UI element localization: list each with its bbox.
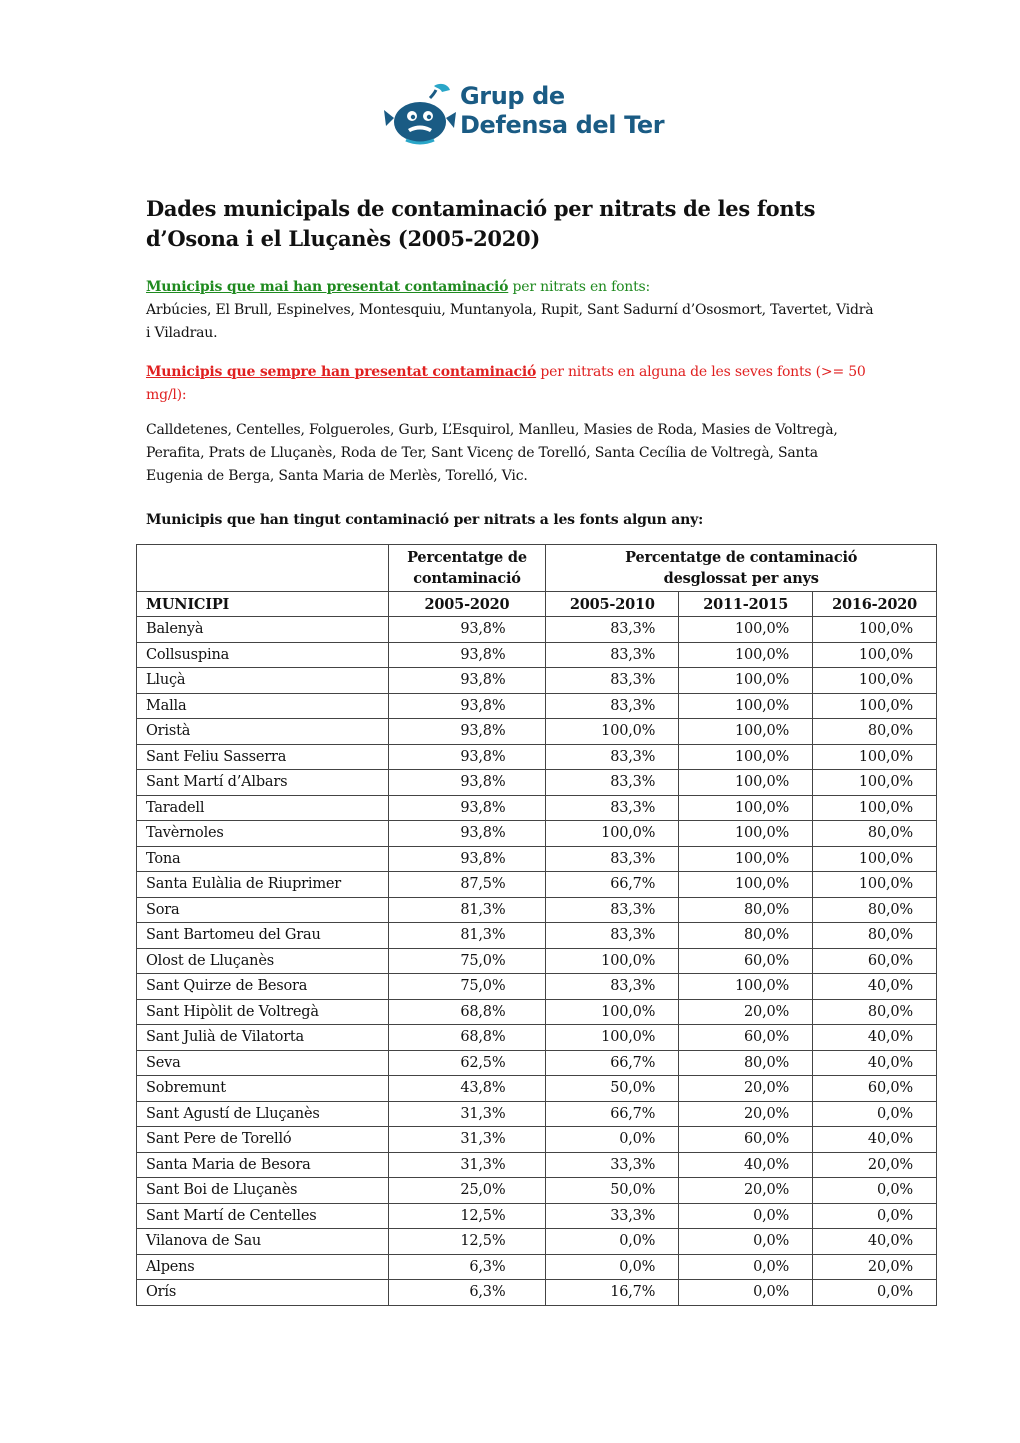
period-2005-2010-cell: 83,3% <box>546 846 679 872</box>
period-2011-2015-cell: 100,0% <box>679 617 813 643</box>
never-contaminated-section <box>146 276 876 345</box>
period-2005-2010-cell: 50,0% <box>546 1076 679 1102</box>
period-2005-2010-cell: 83,3% <box>546 795 679 821</box>
period-2011-2015-cell: 100,0% <box>679 744 813 770</box>
period-2016-2020-cell: 40,0% <box>813 1229 937 1255</box>
municipi-cell: Sora <box>137 897 389 923</box>
total-cell: 81,3% <box>388 923 546 949</box>
header-yearly-breakdown: Percentatge de contaminació desglossat per anys <box>546 545 937 592</box>
table-row <box>137 642 937 668</box>
always-contaminated-list: Calldetenes, Centelles, Folgueroles, Gurb, L’Esquirol, Manlleu, Masies de Roda, Masies de Voltregà, Perafita, Prats de Lluçanès, Roda de Ter, Sant Vicenç de Torelló, Santa Cecília de Voltregà, Santa Eugenia de Berga, Santa Maria de Merlès, Torelló, Vic. <box>146 422 838 484</box>
period-2005-2010-cell: 66,7% <box>546 1101 679 1127</box>
total-cell: 75,0% <box>388 974 546 1000</box>
table-row <box>137 897 937 923</box>
table-row <box>137 1280 937 1306</box>
header-2011-2015: 2011-2015 <box>679 592 813 617</box>
period-2011-2015-cell: 100,0% <box>679 795 813 821</box>
municipi-cell: Balenyà <box>137 617 389 643</box>
period-2016-2020-cell: 20,0% <box>813 1152 937 1178</box>
never-contaminated-list: Arbúcies, El Brull, Espinelves, Montesquiu, Muntanyola, Rupit, Sant Sadurní d’Ososmort, Tavertet, Vidrà i Viladrau. <box>146 302 874 341</box>
period-2011-2015-cell: 0,0% <box>679 1229 813 1255</box>
header-2016-2020: 2016-2020 <box>813 592 937 617</box>
header-2005-2020: 2005-2020 <box>388 592 546 617</box>
period-2005-2010-cell: 83,3% <box>546 923 679 949</box>
fish-mascot-icon <box>384 82 456 148</box>
total-cell: 93,8% <box>388 642 546 668</box>
title-line-1: Dades municipals de contaminació per nitrats de les fonts <box>146 196 816 221</box>
period-2005-2010-cell: 50,0% <box>546 1178 679 1204</box>
total-cell: 68,8% <box>388 999 546 1025</box>
table-row <box>137 1152 937 1178</box>
table-body <box>137 617 937 1306</box>
total-cell: 93,8% <box>388 770 546 796</box>
period-2005-2010-cell: 83,3% <box>546 642 679 668</box>
municipi-cell: Oristà <box>137 719 389 745</box>
period-2016-2020-cell: 40,0% <box>813 1050 937 1076</box>
table-row <box>137 999 937 1025</box>
period-2005-2010-cell: 66,7% <box>546 872 679 898</box>
table-row <box>137 1254 937 1280</box>
period-2011-2015-cell: 100,0% <box>679 770 813 796</box>
table-row <box>137 668 937 694</box>
table-row <box>137 1101 937 1127</box>
total-cell: 68,8% <box>388 1025 546 1051</box>
period-2011-2015-cell: 100,0% <box>679 872 813 898</box>
period-2011-2015-cell: 100,0% <box>679 693 813 719</box>
period-2016-2020-cell: 40,0% <box>813 1127 937 1153</box>
period-2011-2015-cell: 100,0% <box>679 668 813 694</box>
period-2005-2010-cell: 0,0% <box>546 1229 679 1255</box>
total-cell: 93,8% <box>388 668 546 694</box>
total-cell: 31,3% <box>388 1101 546 1127</box>
period-2016-2020-cell: 80,0% <box>813 719 937 745</box>
period-2011-2015-cell: 60,0% <box>679 948 813 974</box>
table-header-row-2 <box>137 592 937 617</box>
period-2011-2015-cell: 40,0% <box>679 1152 813 1178</box>
table-row <box>137 846 937 872</box>
municipi-cell: Sobremunt <box>137 1076 389 1102</box>
period-2005-2010-cell: 100,0% <box>546 999 679 1025</box>
table-row <box>137 1025 937 1051</box>
some-years-heading: Municipis que han tingut contaminació per nitrats a les fonts algun any: <box>146 512 704 528</box>
total-cell: 75,0% <box>388 948 546 974</box>
total-cell: 93,8% <box>388 693 546 719</box>
period-2016-2020-cell: 0,0% <box>813 1280 937 1306</box>
period-2016-2020-cell: 80,0% <box>813 821 937 847</box>
municipi-cell: Sant Martí d’Albars <box>137 770 389 796</box>
period-2011-2015-cell: 100,0% <box>679 719 813 745</box>
period-2005-2010-cell: 16,7% <box>546 1280 679 1306</box>
period-2011-2015-cell: 100,0% <box>679 821 813 847</box>
table-row <box>137 1178 937 1204</box>
header-2005-2010: 2005-2010 <box>546 592 679 617</box>
municipi-cell: Orís <box>137 1280 389 1306</box>
period-2016-2020-cell: 20,0% <box>813 1254 937 1280</box>
period-2016-2020-cell: 100,0% <box>813 872 937 898</box>
total-cell: 93,8% <box>388 719 546 745</box>
period-2005-2010-cell: 100,0% <box>546 719 679 745</box>
table-row <box>137 719 937 745</box>
period-2016-2020-cell: 100,0% <box>813 617 937 643</box>
period-2016-2020-cell: 100,0% <box>813 668 937 694</box>
municipi-cell: Malla <box>137 693 389 719</box>
period-2011-2015-cell: 0,0% <box>679 1254 813 1280</box>
period-2011-2015-cell: 80,0% <box>679 897 813 923</box>
municipi-cell: Sant Bartomeu del Grau <box>137 923 389 949</box>
never-heading-bold: Municipis que mai han presentat contaminació <box>146 279 509 295</box>
period-2005-2010-cell: 83,3% <box>546 744 679 770</box>
table-row <box>137 1229 937 1255</box>
municipi-cell: Sant Boi de Lluçanès <box>137 1178 389 1204</box>
period-2011-2015-cell: 0,0% <box>679 1203 813 1229</box>
table-row <box>137 948 937 974</box>
period-2016-2020-cell: 60,0% <box>813 948 937 974</box>
municipi-cell: Seva <box>137 1050 389 1076</box>
table-header-row-1 <box>137 545 937 592</box>
period-2005-2010-cell: 0,0% <box>546 1127 679 1153</box>
table-row <box>137 1127 937 1153</box>
table-row <box>137 795 937 821</box>
municipi-cell: Olost de Lluçanès <box>137 948 389 974</box>
total-cell: 62,5% <box>388 1050 546 1076</box>
total-cell: 93,8% <box>388 821 546 847</box>
table-row <box>137 974 937 1000</box>
header-total-percentage: Percentatge de contaminació <box>388 545 546 592</box>
total-cell: 93,8% <box>388 744 546 770</box>
logo <box>384 80 684 150</box>
total-cell: 93,8% <box>388 846 546 872</box>
municipi-cell: Taradell <box>137 795 389 821</box>
always-contaminated-heading <box>146 361 866 407</box>
table-row <box>137 1076 937 1102</box>
period-2016-2020-cell: 60,0% <box>813 1076 937 1102</box>
contamination-table <box>136 544 937 1306</box>
period-2011-2015-cell: 20,0% <box>679 1076 813 1102</box>
period-2005-2010-cell: 100,0% <box>546 948 679 974</box>
period-2016-2020-cell: 80,0% <box>813 923 937 949</box>
always-contaminated-section <box>146 361 876 488</box>
period-2005-2010-cell: 83,3% <box>546 617 679 643</box>
period-2011-2015-cell: 0,0% <box>679 1280 813 1306</box>
period-2011-2015-cell: 80,0% <box>679 1050 813 1076</box>
municipi-cell: Santa Maria de Besora <box>137 1152 389 1178</box>
period-2005-2010-cell: 66,7% <box>546 1050 679 1076</box>
period-2011-2015-cell: 60,0% <box>679 1127 813 1153</box>
period-2016-2020-cell: 40,0% <box>813 974 937 1000</box>
total-cell: 12,5% <box>388 1229 546 1255</box>
period-2011-2015-cell: 100,0% <box>679 642 813 668</box>
municipi-cell: Tavèrnoles <box>137 821 389 847</box>
period-2005-2010-cell: 83,3% <box>546 693 679 719</box>
municipi-cell: Tona <box>137 846 389 872</box>
header-empty <box>137 545 389 592</box>
period-2005-2010-cell: 33,3% <box>546 1203 679 1229</box>
period-2005-2010-cell: 83,3% <box>546 974 679 1000</box>
period-2016-2020-cell: 0,0% <box>813 1101 937 1127</box>
never-contaminated-heading <box>146 276 876 299</box>
table-row <box>137 1203 937 1229</box>
total-cell: 93,8% <box>388 795 546 821</box>
municipi-cell: Sant Quirze de Besora <box>137 974 389 1000</box>
period-2016-2020-cell: 40,0% <box>813 1025 937 1051</box>
period-2005-2010-cell: 83,3% <box>546 770 679 796</box>
municipi-cell: Sant Agustí de Lluçanès <box>137 1101 389 1127</box>
period-2011-2015-cell: 80,0% <box>679 923 813 949</box>
period-2016-2020-cell: 100,0% <box>813 642 937 668</box>
period-2011-2015-cell: 20,0% <box>679 1178 813 1204</box>
period-2016-2020-cell: 100,0% <box>813 846 937 872</box>
total-cell: 25,0% <box>388 1178 546 1204</box>
total-cell: 87,5% <box>388 872 546 898</box>
period-2005-2010-cell: 100,0% <box>546 1025 679 1051</box>
always-heading-rest: per nitrats en alguna de les seves fonts (>= 50 mg/l): <box>146 364 866 403</box>
municipi-cell: Sant Julià de Vilatorta <box>137 1025 389 1051</box>
never-heading-rest: per nitrats en fonts: <box>508 279 651 295</box>
table-row <box>137 923 937 949</box>
total-cell: 93,8% <box>388 617 546 643</box>
municipi-cell: Sant Martí de Centelles <box>137 1203 389 1229</box>
period-2011-2015-cell: 20,0% <box>679 1101 813 1127</box>
municipi-cell: Sant Pere de Torelló <box>137 1127 389 1153</box>
always-heading-bold: Municipis que sempre han presentat contaminació <box>146 364 537 380</box>
total-cell: 81,3% <box>388 897 546 923</box>
logo-text <box>460 82 664 140</box>
table-row <box>137 770 937 796</box>
municipi-cell: Collsuspina <box>137 642 389 668</box>
total-cell: 6,3% <box>388 1254 546 1280</box>
period-2016-2020-cell: 0,0% <box>813 1178 937 1204</box>
period-2011-2015-cell: 60,0% <box>679 1025 813 1051</box>
header-municipi: MUNICIPI <box>137 592 389 617</box>
period-2005-2010-cell: 83,3% <box>546 668 679 694</box>
municipi-cell: Alpens <box>137 1254 389 1280</box>
period-2005-2010-cell: 33,3% <box>546 1152 679 1178</box>
municipi-cell: Sant Hipòlit de Voltregà <box>137 999 389 1025</box>
table-row <box>137 617 937 643</box>
table-row <box>137 821 937 847</box>
total-cell: 43,8% <box>388 1076 546 1102</box>
page-title <box>146 194 906 254</box>
period-2005-2010-cell: 100,0% <box>546 821 679 847</box>
total-cell: 31,3% <box>388 1127 546 1153</box>
period-2016-2020-cell: 100,0% <box>813 693 937 719</box>
period-2016-2020-cell: 100,0% <box>813 770 937 796</box>
total-cell: 6,3% <box>388 1280 546 1306</box>
period-2016-2020-cell: 0,0% <box>813 1203 937 1229</box>
period-2011-2015-cell: 20,0% <box>679 999 813 1025</box>
municipi-cell: Sant Feliu Sasserra <box>137 744 389 770</box>
table-row <box>137 744 937 770</box>
period-2016-2020-cell: 100,0% <box>813 744 937 770</box>
table-row <box>137 693 937 719</box>
period-2011-2015-cell: 100,0% <box>679 846 813 872</box>
period-2016-2020-cell: 100,0% <box>813 795 937 821</box>
municipi-cell: Santa Eulàlia de Riuprimer <box>137 872 389 898</box>
table-row <box>137 1050 937 1076</box>
period-2016-2020-cell: 80,0% <box>813 897 937 923</box>
period-2005-2010-cell: 0,0% <box>546 1254 679 1280</box>
table-row <box>137 872 937 898</box>
period-2011-2015-cell: 100,0% <box>679 974 813 1000</box>
period-2005-2010-cell: 83,3% <box>546 897 679 923</box>
logo-line-1: Grup de <box>460 82 565 110</box>
municipi-cell: Vilanova de Sau <box>137 1229 389 1255</box>
total-cell: 31,3% <box>388 1152 546 1178</box>
logo-line-2: Defensa del Ter <box>460 111 665 139</box>
total-cell: 12,5% <box>388 1203 546 1229</box>
period-2016-2020-cell: 80,0% <box>813 999 937 1025</box>
municipi-cell: Lluçà <box>137 668 389 694</box>
title-line-2: d’Osona i el Lluçanès (2005-2020) <box>146 226 540 251</box>
